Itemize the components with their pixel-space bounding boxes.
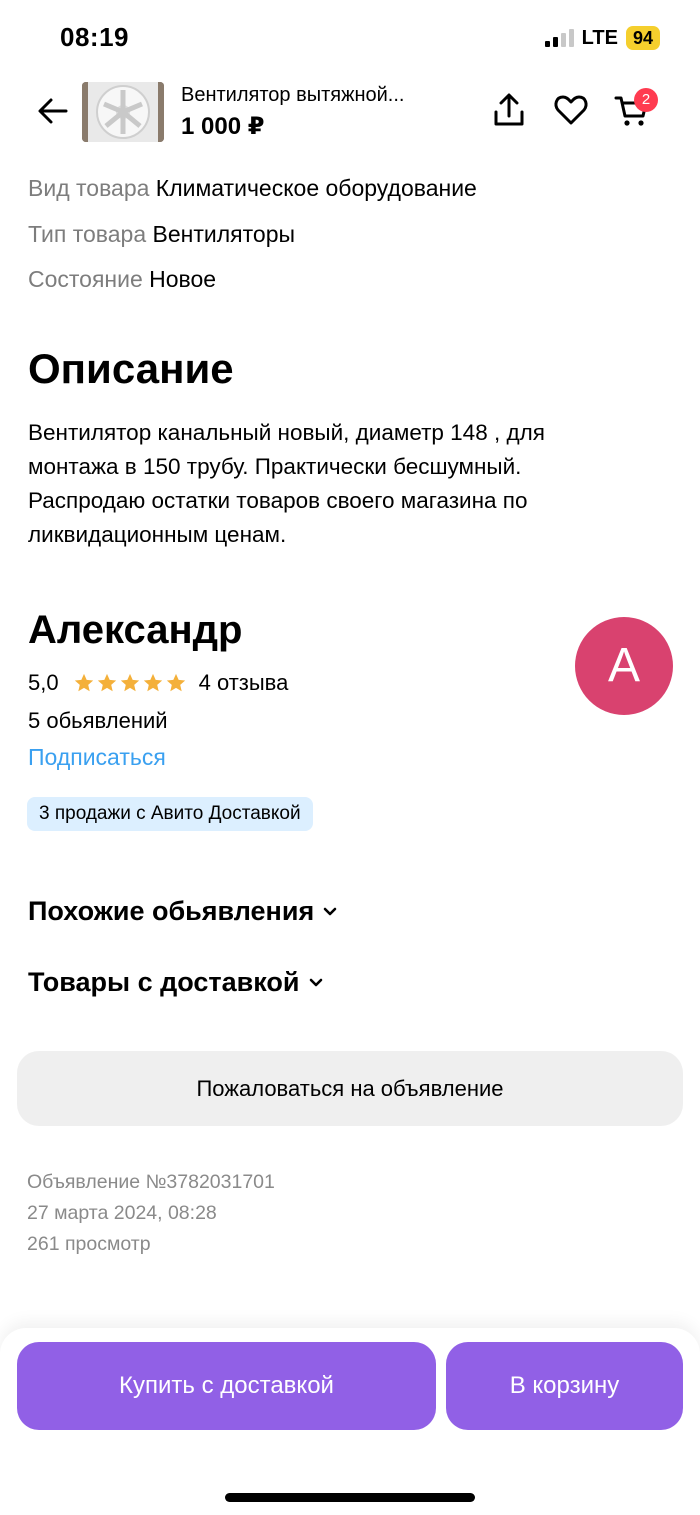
subscribe-link[interactable]: Подписаться	[28, 744, 166, 770]
status-bar	[0, 0, 700, 76]
param-key: Вид товара	[28, 175, 150, 201]
description-line: монтажа в 150 трубу. Практически бесшумный.	[28, 454, 522, 479]
back-arrow-icon[interactable]	[36, 94, 70, 128]
product-thumbnail[interactable]	[82, 82, 164, 142]
rating-value: 5,0	[28, 670, 59, 695]
chevron-down-icon	[320, 902, 340, 922]
seller-name[interactable]: Александр	[28, 608, 243, 652]
param-row	[28, 266, 216, 293]
favorite-heart-icon[interactable]	[553, 92, 589, 128]
status-time: 08:19	[60, 22, 129, 52]
similar-ads-label: Похожие обьявления	[28, 896, 315, 926]
seller-avatar[interactable]: А	[575, 617, 673, 715]
similar-ads-toggle[interactable]	[28, 896, 340, 927]
status-indicators	[545, 26, 660, 50]
ad-views: 261 просмотр	[27, 1233, 151, 1255]
star-icon	[142, 672, 164, 694]
rating-stars	[73, 672, 187, 694]
seller-ads-count: 5 обьявлений	[28, 708, 168, 733]
battery-badge: 94	[626, 26, 660, 50]
reviews-count: 4 отзыва	[198, 670, 289, 695]
cart-count-badge: 2	[634, 88, 658, 112]
delivery-goods-toggle[interactable]	[28, 967, 326, 998]
param-row	[28, 221, 295, 248]
home-indicator[interactable]	[225, 1493, 475, 1502]
description-line: ликвидационным ценам.	[28, 522, 287, 547]
param-value: Климатическое оборудование	[155, 175, 477, 201]
param-value: Новое	[149, 266, 217, 292]
delivery-sales-badge: 3 продажи с Авито Доставкой	[27, 797, 313, 831]
add-to-cart-button[interactable]: В корзину	[446, 1342, 683, 1430]
product-header	[0, 76, 700, 156]
star-icon	[165, 672, 187, 694]
star-icon	[73, 672, 95, 694]
star-icon	[96, 672, 118, 694]
ad-number: Объявление №3782031701	[27, 1171, 275, 1193]
seller-rating[interactable]	[28, 670, 288, 696]
param-value: Вентиляторы	[152, 221, 296, 247]
param-key: Тип товара	[28, 221, 147, 247]
header-price: 1 000 ₽	[181, 113, 265, 140]
param-key: Состояние	[28, 266, 143, 292]
description-line: Вентилятор канальный новый, диаметр 148 , для	[28, 420, 545, 445]
network-label: LTE	[581, 26, 618, 49]
report-ad-button[interactable]: Пожаловаться на объявление	[17, 1051, 683, 1126]
ad-date: 27 марта 2024, 08:28	[27, 1202, 217, 1224]
description-text	[28, 416, 668, 552]
description-line: Распродаю остатки товаров своего магазина по	[28, 488, 528, 513]
star-icon	[119, 672, 141, 694]
buy-with-delivery-button[interactable]: Купить с доставкой	[17, 1342, 436, 1430]
share-icon[interactable]	[491, 92, 527, 128]
delivery-goods-label: Товары с доставкой	[28, 967, 300, 997]
param-row	[28, 175, 477, 202]
chevron-down-icon	[306, 973, 326, 993]
description-heading: Описание	[28, 345, 234, 392]
signal-icon	[545, 29, 574, 47]
header-title: Вентилятор вытяжной...	[181, 84, 405, 106]
